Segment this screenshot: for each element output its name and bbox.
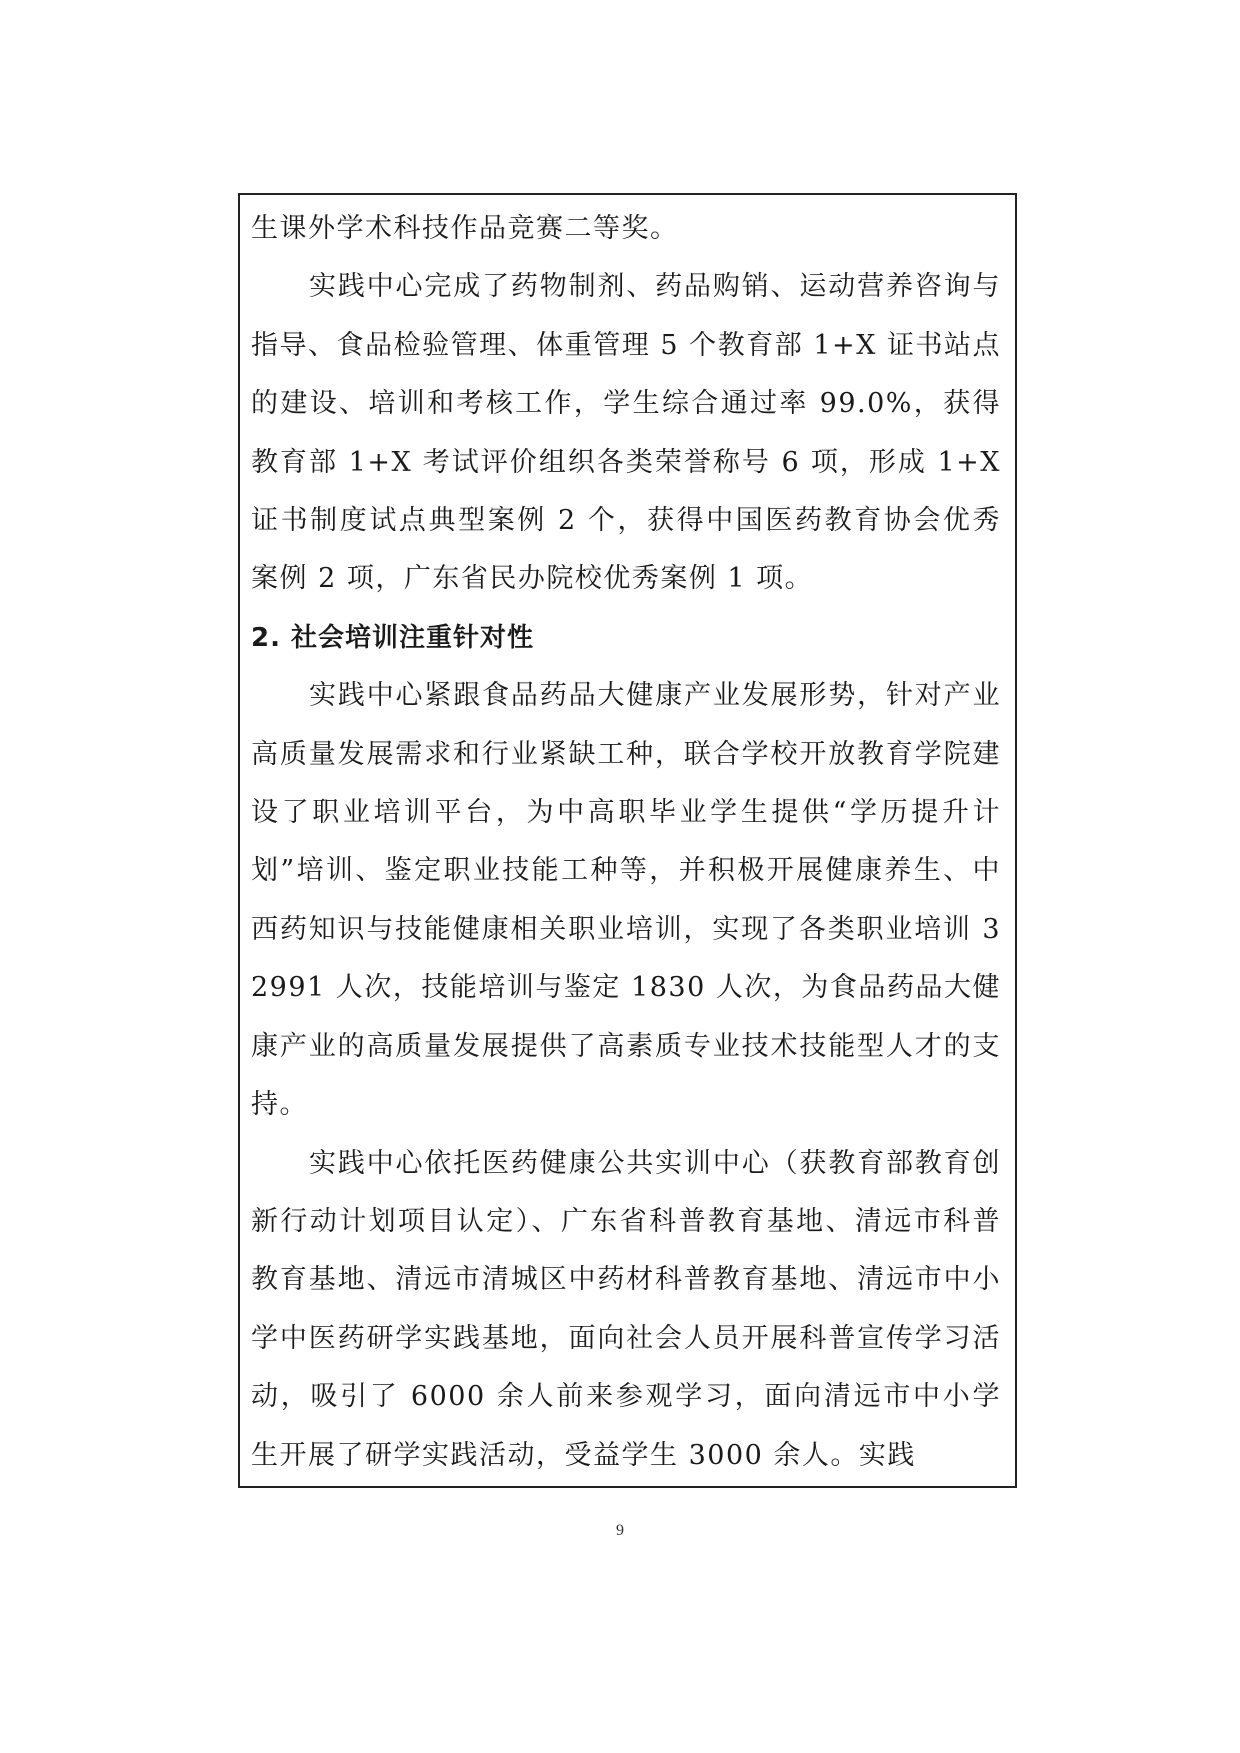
section-heading: 2. 社会培训注重针对性 xyxy=(251,622,535,653)
page-number: 9 xyxy=(616,1522,624,1539)
paragraph-science-education: 实践中心依托医药健康公共实训中心（获教育部教育创新行动计划项目认定）、广东省科普教育基地、清远市科普教育基地、清远市清城区中药材科普教育基地、清远市中小学中医药研学实践基地，面向社会人员开展科普宣传学习活动，吸引了 6000 余人前来参观学习，面向清远市中小学生开展了研学实践活动，受益学生 3000 余人。实践 xyxy=(251,1147,1001,1471)
paragraph-social-training: 实践中心紧跟食品药品大健康产业发展形势，针对产业高质量发展需求和行业紧缺工种，联合学校开放教育学院建设了职业培训平台，为中高职毕业学生提供“学历提升计划”培训、鉴定职业技能工种等，并积极开展健康养生、中西药知识与技能健康相关职业培训，实现了各类职业培训 32991 人次，技能培训与鉴定 1830 人次，为食品药品大健康产业的高质量发展提供了高素质专业技术技能型人才的支持。 xyxy=(251,680,1001,1121)
paragraph-certificates: 实践中心完成了药物制剂、药品购销、运动营养咨询与指导、食品检验管理、体重管理 5 个教育部 1+X 证书站点的建设、培训和考核工作，学生综合通过率 99.0%，获得教育部 1+X 考试评价组织各类荣誉称号 6 项，形成 1+X 证书制度试点典型案例 2 个，获得中国医药教育协会优秀案例 2 项，广东省民办院校优秀案例 1 项。 xyxy=(251,271,1001,595)
content-box xyxy=(238,193,1017,1488)
paragraph-continuation: 生课外学术科技作品竞赛二等奖。 xyxy=(251,213,679,244)
